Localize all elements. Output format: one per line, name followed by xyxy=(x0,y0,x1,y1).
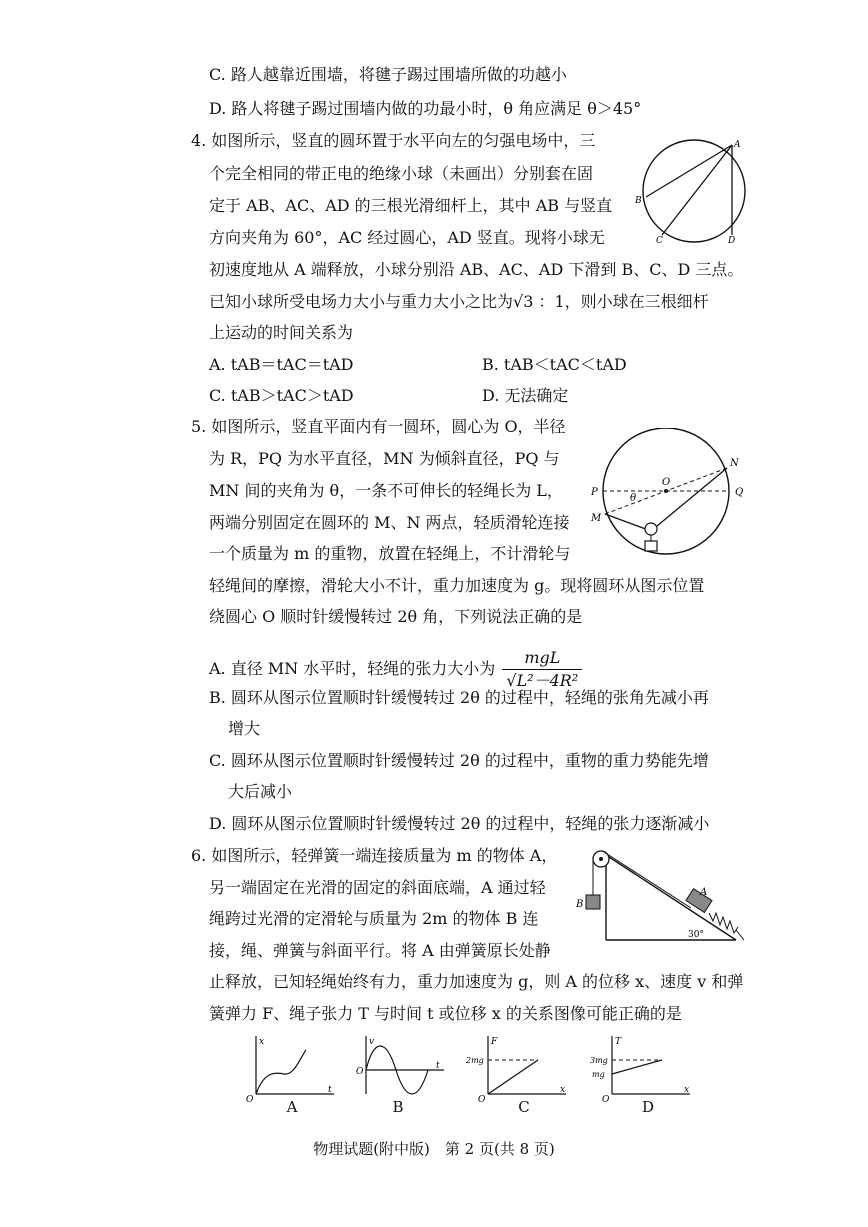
block-b-label: B xyxy=(576,899,584,910)
q5-option-b-line1: B. 圆环从图示位置顺时针缓慢转过 2θ 的过程中，轻绳的张角先减小再 xyxy=(209,688,709,707)
block-a-label: A xyxy=(700,887,708,898)
q4-line3: 定于 AB、AC、AD 的三根光滑细杆上，其中 AB 与竖直 xyxy=(209,196,613,215)
graph-d-origin: O xyxy=(602,1095,610,1102)
graph-b-x-label: t xyxy=(436,1061,440,1071)
q5-line2: 为 R，PQ 为水平直径，MN 为倾斜直径，PQ 与 xyxy=(209,449,560,468)
graph-b-caption: B xyxy=(392,1098,404,1116)
fraction-denominator: √L²－4R² xyxy=(506,671,579,690)
graph-b-origin: O xyxy=(356,1067,364,1077)
graph-d-y-label: T xyxy=(615,1037,622,1047)
q4-option-c: C. tAB＞tAC＞tAD xyxy=(209,386,354,405)
q4-line5: 初速度地从 A 端释放，小球分别沿 AB、AC、AD 下滑到 B、C、D 三点。 xyxy=(209,260,744,279)
q4-option-b: B. tAB＜tAC＜tAD xyxy=(482,355,627,374)
q4-line4: 方向夹角为 60°，AC 经过圆心，AD 竖直。现将小球无 xyxy=(209,228,605,247)
option-3c: C. 路人越靠近围墙，将毽子踢过围墙所做的功越小 xyxy=(209,65,567,84)
q4-line6: 已知小球所受电场力大小与重力大小之比为√3 ：1，则小球在三根细杆 xyxy=(209,292,709,311)
point-q-label: Q xyxy=(735,487,744,498)
point-o-label: O xyxy=(662,477,671,488)
q6-line2: 另一端固定在光滑的固定的斜面底端，A 通过轻 xyxy=(209,878,546,897)
q5-line6: 轻绳间的摩擦，滑轮大小不计，重力加速度为 g。现将圆环从图示位置 xyxy=(209,576,705,595)
q5-option-b-line2: 增大 xyxy=(228,719,261,738)
q6-line1: 6. 如图所示，轻弹簧一端连接质量为 m 的物体 A， xyxy=(191,846,558,865)
q5-option-a xyxy=(209,647,582,692)
tension-fraction xyxy=(502,647,582,692)
graph-c-tick: 2mg xyxy=(466,1056,484,1065)
graph-c-y-label: F xyxy=(491,1037,498,1047)
graph-c-origin: O xyxy=(478,1095,486,1102)
graph-d-tick-mg: mg xyxy=(592,1070,605,1079)
q5-line3: MN 间的夹角为 θ，一条不可伸长的轻绳长为 L， xyxy=(209,481,563,500)
point-n-label: N xyxy=(730,458,739,469)
option-3d: D. 路人将毽子踢过围墙内做的功最小时，θ 角应满足 θ＞45° xyxy=(209,99,642,118)
graph-d-caption: D xyxy=(641,1098,655,1116)
q4-line7: 上运动的时间关系为 xyxy=(209,323,354,342)
fraction-numerator: mgL xyxy=(502,647,582,670)
q5-option-c-line2: 大后减小 xyxy=(228,782,293,801)
graph-a xyxy=(238,1032,338,1102)
q6-line3: 绳跨过光滑的定滑轮与质量为 2m 的物体 B 连 xyxy=(209,909,539,928)
q4-line2: 个完全相同的带正电的绝缘小球（未画出）分别套在固 xyxy=(209,164,594,183)
point-b-label: B xyxy=(635,196,642,206)
q4-option-a: A. tAB＝tAC＝tAD xyxy=(209,355,354,374)
graph-c xyxy=(466,1032,571,1102)
graph-d-x-label: x xyxy=(684,1085,690,1095)
q5-line4: 两端分别固定在圆环的 M、N 两点，轻质滑轮连接 xyxy=(209,513,570,532)
graph-a-caption: A xyxy=(286,1098,298,1116)
q6-line5: 止释放，已知轻绳始终有力，重力加速度为 g，则 A 的位移 x、速度 v 和弹 xyxy=(209,972,744,991)
q4-line1: 4. 如图所示，竖直的圆环置于水平向左的匀强电场中，三 xyxy=(191,131,596,150)
point-d-label: D xyxy=(728,236,736,246)
page-footer: 物理试题(附中版) 第 2 页(共 8 页) xyxy=(313,1140,555,1158)
point-a-label: A xyxy=(734,140,741,150)
graph-b xyxy=(352,1032,452,1102)
graph-d-tick-3mg: 3mg xyxy=(590,1056,608,1065)
graph-b-y-label: v xyxy=(369,1037,375,1047)
theta-label: θ xyxy=(630,493,637,504)
q5-figure xyxy=(588,428,748,568)
q5-line1: 5. 如图所示，竖直平面内有一圆环，圆心为 O，半径 xyxy=(191,417,566,436)
graph-a-y-label: x xyxy=(259,1037,265,1047)
q5-option-a-text: A. 直径 MN 水平时，轻绳的张力大小为 xyxy=(209,659,496,678)
q5-line5: 一个质量为 m 的重物，放置在轻绳上，不计滑轮与 xyxy=(209,544,571,563)
graph-c-x-label: x xyxy=(560,1085,566,1095)
angle-label: 30° xyxy=(688,930,704,940)
q5-option-c-line1: C. 圆环从图示位置顺时针缓慢转过 2θ 的过程中，重物的重力势能先增 xyxy=(209,751,709,770)
q6-line6: 簧弹力 F、绳子张力 T 与时间 t 或位移 x 的关系图像可能正确的是 xyxy=(209,1004,682,1023)
graph-a-x-label: t xyxy=(328,1085,332,1095)
point-p-label: P xyxy=(591,487,598,498)
graph-d xyxy=(590,1032,695,1102)
q4-figure xyxy=(632,135,762,247)
q5-option-d: D. 圆环从图示位置顺时针缓慢转过 2θ 的过程中，轻绳的张力逐渐减小 xyxy=(209,814,710,833)
q6-figure xyxy=(576,845,751,945)
graph-a-origin: O xyxy=(246,1095,254,1102)
point-m-label: M xyxy=(591,513,602,524)
point-c-label: C xyxy=(656,236,663,246)
q5-line7: 绕圆心 O 顺时针缓慢转过 2θ 角，下列说法正确的是 xyxy=(209,607,583,626)
q6-line4: 接，绳、弹簧与斜面平行。将 A 由弹簧原长处静 xyxy=(209,941,551,960)
graph-c-caption: C xyxy=(518,1098,530,1116)
q4-option-d: D. 无法确定 xyxy=(482,386,569,405)
